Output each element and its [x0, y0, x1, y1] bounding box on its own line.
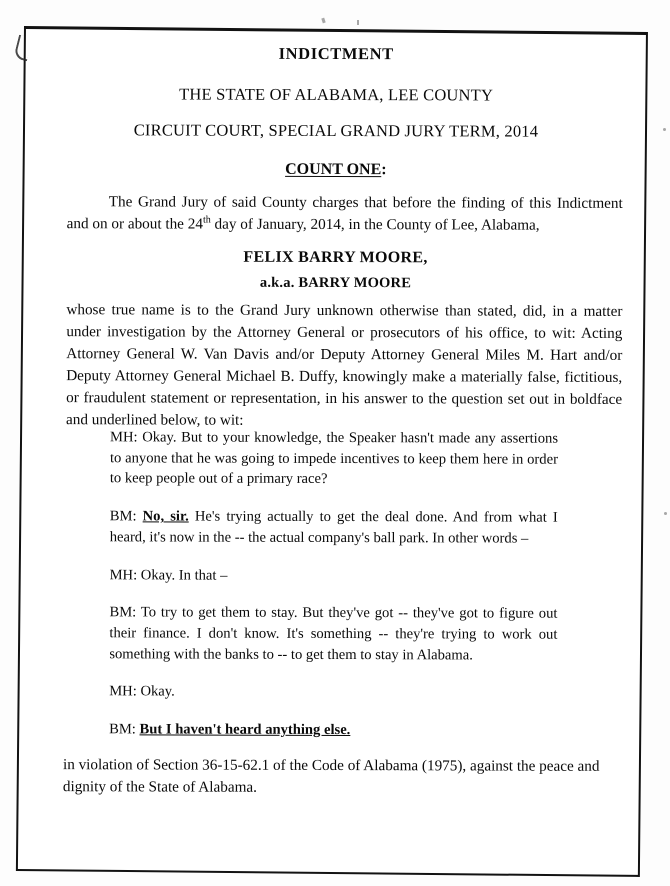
- charge-paragraph: [67, 191, 623, 236]
- transcript-speaker: BM:: [109, 604, 137, 621]
- transcript-speaker: MH:: [109, 429, 138, 446]
- transcript-speaker: BM:: [109, 721, 136, 738]
- transcript-emphasized-answer: No, sir.: [142, 508, 189, 525]
- transcript-exchange: [110, 565, 558, 587]
- charge-text-before-ordinal: The Grand Jury of said County charges that before the finding of this Indictment and on or about the 24: [66, 193, 623, 233]
- document-title: INDICTMENT: [278, 43, 394, 64]
- transcript-exchange: [109, 603, 557, 667]
- transcript-exchange: [109, 719, 557, 741]
- transcript-speaker: BM:: [109, 508, 137, 525]
- transcript-text: Okay.: [140, 683, 175, 700]
- defendant-alias: a.k.a. BARRY MOORE: [259, 274, 412, 292]
- transcript-speaker: MH:: [109, 683, 137, 700]
- court-term-line: CIRCUIT COURT, SPECIAL GRAND JURY TERM, 2014: [133, 120, 539, 141]
- transcript-emphasized-answer: But I haven't heard anything else.: [139, 721, 351, 739]
- charge-text-after-ordinal: day of January, 2014, in the County of Lee, Alabama,: [210, 215, 540, 234]
- transcript-excerpt: [109, 427, 558, 741]
- transcript-text: Okay. In that –: [140, 566, 228, 584]
- transcript-exchange: [109, 682, 557, 704]
- count-heading-colon: :: [381, 161, 387, 179]
- transcript-speaker: MH:: [109, 566, 138, 583]
- defendant-name: FELIX BARRY MOORE,: [243, 248, 428, 267]
- transcript-text: To try to get them to stay. But they've got -- they've got to figure out their finance. I don't know. It's something -- they're trying to work out something with the banks to -- to get them to stay in Alabama.: [109, 604, 558, 664]
- court-jurisdiction-line: THE STATE OF ALABAMA, LEE COUNTY: [179, 84, 494, 105]
- transcript-exchange: [110, 506, 558, 549]
- closing-violation-paragraph: in violation of Section 36-15-62.1 of the Code of Alabama (1975), against the peace and dignity of the State of Alabama.: [62, 756, 600, 796]
- ordinal-suffix: th: [202, 214, 211, 226]
- charge-body-paragraph: whose true name is to the Grand Jury unknown otherwise than stated, did, in a matter under investigation by the Attorney General or prosecutors of his office, to wit: Acting Attorney General W. Van Davis and/or Deputy Attorney General Miles M. Hart and/or Deputy Attorney General Michael B. Duffy, knowingly make a materially false, fictitious, or fraudulent statement or representation, in his answer to the question set out in boldface and underlined below, to wit:: [66, 301, 623, 429]
- transcript-text: Okay. But to your knowledge, the Speaker hasn't made any assertions to anyone that he was going to impede incentives to keep them here in order to keep people out of a primary race?: [109, 429, 559, 488]
- transcript-exchange: [110, 427, 558, 491]
- transcript-text: He's trying actually to get the deal done. And from what I heard, it's now in the -- the actual company's ball park. In other words –: [109, 508, 558, 547]
- count-heading-label: COUNT ONE: [285, 160, 382, 179]
- count-heading: [41, 160, 631, 180]
